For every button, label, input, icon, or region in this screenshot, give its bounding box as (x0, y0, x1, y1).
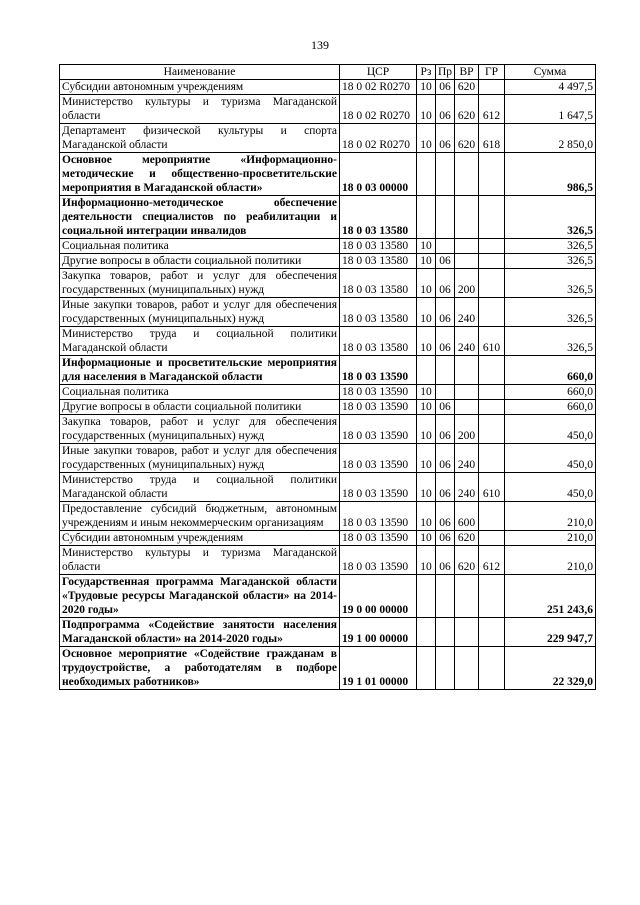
cell-pr (436, 356, 455, 385)
cell-name: Министерство труда и социальной политики Магаданской области (60, 327, 340, 356)
cell-name: Информационно-методическое обеспечение деятельности специалистов по реабилитации и социальной интеграции инвалидов (60, 196, 340, 239)
table-row (60, 80, 596, 95)
cell-rz (417, 356, 436, 385)
cell-csr: 18 0 03 13590 (340, 502, 417, 531)
cell-csr: 19 1 01 00000 (340, 647, 417, 690)
header-gr: ГР (479, 65, 505, 80)
cell-pr: 06 (436, 95, 455, 124)
cell-pr (436, 153, 455, 196)
cell-rz: 10 (417, 327, 436, 356)
cell-rz: 10 (417, 239, 436, 254)
cell-vr (455, 575, 479, 618)
header-csr: ЦСР (340, 65, 417, 80)
cell-name: Социальная политика (60, 239, 340, 254)
cell-csr: 18 0 02 R0270 (340, 95, 417, 124)
cell-vr: 240 (455, 327, 479, 356)
cell-pr: 06 (436, 546, 455, 575)
table-row (60, 356, 596, 385)
cell-rz (417, 196, 436, 239)
cell-gr (479, 647, 505, 690)
budget-table (59, 64, 596, 690)
cell-rz: 10 (417, 298, 436, 327)
cell-gr: 612 (479, 546, 505, 575)
cell-sum: 210,0 (505, 502, 596, 531)
cell-pr: 06 (436, 124, 455, 153)
cell-vr: 620 (455, 546, 479, 575)
cell-vr (455, 254, 479, 269)
header-name: Наименование (60, 65, 340, 80)
cell-pr: 06 (436, 444, 455, 473)
cell-rz: 10 (417, 531, 436, 546)
cell-sum: 450,0 (505, 473, 596, 502)
cell-vr: 620 (455, 531, 479, 546)
cell-csr: 18 0 03 13590 (340, 546, 417, 575)
cell-gr (479, 618, 505, 647)
cell-csr: 18 0 03 13580 (340, 327, 417, 356)
cell-csr: 18 0 03 13590 (340, 400, 417, 415)
cell-csr: 18 0 03 13590 (340, 444, 417, 473)
cell-gr (479, 444, 505, 473)
cell-csr: 18 0 03 13580 (340, 269, 417, 298)
cell-rz: 10 (417, 124, 436, 153)
table-row (60, 95, 596, 124)
cell-csr: 18 0 03 13580 (340, 196, 417, 239)
cell-rz: 10 (417, 400, 436, 415)
cell-sum: 326,5 (505, 269, 596, 298)
cell-pr: 06 (436, 254, 455, 269)
table-row (60, 239, 596, 254)
cell-sum: 326,5 (505, 298, 596, 327)
cell-rz: 10 (417, 415, 436, 444)
cell-sum: 2 850,0 (505, 124, 596, 153)
cell-pr (436, 575, 455, 618)
cell-vr: 600 (455, 502, 479, 531)
table-row (60, 415, 596, 444)
cell-rz: 10 (417, 502, 436, 531)
cell-sum: 986,5 (505, 153, 596, 196)
cell-csr: 18 0 03 13590 (340, 385, 417, 400)
cell-sum: 660,0 (505, 400, 596, 415)
cell-gr: 610 (479, 473, 505, 502)
cell-rz (417, 647, 436, 690)
cell-pr (436, 647, 455, 690)
cell-name: Министерство культуры и туризма Магаданской области (60, 546, 340, 575)
cell-name: Подпрограмма «Содействие занятости населения Магаданской области» на 2014-2020 годы» (60, 618, 340, 647)
cell-name: Другие вопросы в области социальной политики (60, 254, 340, 269)
cell-gr (479, 575, 505, 618)
cell-vr (455, 618, 479, 647)
cell-sum: 660,0 (505, 356, 596, 385)
cell-csr: 18 0 03 13590 (340, 473, 417, 502)
cell-pr: 06 (436, 415, 455, 444)
cell-csr: 18 0 03 13590 (340, 415, 417, 444)
table-row (60, 153, 596, 196)
cell-csr: 18 0 03 13580 (340, 254, 417, 269)
cell-sum: 22 329,0 (505, 647, 596, 690)
cell-name: Субсидии автономным учреждениям (60, 531, 340, 546)
cell-rz: 10 (417, 269, 436, 298)
cell-pr: 06 (436, 80, 455, 95)
cell-name: Государственная программа Магаданской области «Трудовые ресурсы Магаданской области» на 2014-2020 годы» (60, 575, 340, 618)
cell-gr: 612 (479, 95, 505, 124)
cell-pr: 06 (436, 298, 455, 327)
cell-name: Иные закупки товаров, работ и услуг для обеспечения государственных (муниципальных) нужд (60, 444, 340, 473)
cell-name: Министерство культуры и туризма Магаданской области (60, 95, 340, 124)
table-row (60, 618, 596, 647)
cell-gr: 618 (479, 124, 505, 153)
cell-pr: 06 (436, 269, 455, 298)
cell-vr (455, 385, 479, 400)
table-row (60, 531, 596, 546)
cell-name: Закупка товаров, работ и услуг для обеспечения государственных (муниципальных) нужд (60, 415, 340, 444)
cell-gr (479, 196, 505, 239)
table-row (60, 124, 596, 153)
cell-vr: 200 (455, 269, 479, 298)
cell-rz: 10 (417, 546, 436, 575)
cell-csr: 18 0 03 13590 (340, 356, 417, 385)
table-row (60, 385, 596, 400)
cell-gr (479, 298, 505, 327)
cell-csr: 18 0 02 R0270 (340, 124, 417, 153)
cell-pr: 06 (436, 531, 455, 546)
cell-csr: 18 0 03 00000 (340, 153, 417, 196)
cell-pr: 06 (436, 400, 455, 415)
header-pr: Пр (436, 65, 455, 80)
cell-sum: 1 647,5 (505, 95, 596, 124)
cell-pr (436, 196, 455, 239)
cell-csr: 18 0 03 13580 (340, 239, 417, 254)
table-row (60, 502, 596, 531)
cell-rz: 10 (417, 80, 436, 95)
cell-rz (417, 153, 436, 196)
cell-name: Субсидии автономным учреждениям (60, 80, 340, 95)
cell-name: Основное мероприятие «Информационно-методические и общественно-просветительские мероприятия в Магаданской области» (60, 153, 340, 196)
cell-csr: 19 0 00 00000 (340, 575, 417, 618)
cell-sum: 251 243,6 (505, 575, 596, 618)
cell-gr (479, 153, 505, 196)
header-vr: ВР (455, 65, 479, 80)
cell-name: Иные закупки товаров, работ и услуг для обеспечения государственных (муниципальных) нужд (60, 298, 340, 327)
cell-sum: 450,0 (505, 444, 596, 473)
cell-pr (436, 239, 455, 254)
cell-vr (455, 356, 479, 385)
table-row (60, 400, 596, 415)
cell-gr (479, 356, 505, 385)
cell-gr (479, 415, 505, 444)
table-row (60, 473, 596, 502)
table-row (60, 575, 596, 618)
cell-name: Закупка товаров, работ и услуг для обеспечения государственных (муниципальных) нужд (60, 269, 340, 298)
cell-sum: 660,0 (505, 385, 596, 400)
table-row (60, 298, 596, 327)
cell-sum: 4 497,5 (505, 80, 596, 95)
cell-gr (479, 502, 505, 531)
cell-pr (436, 385, 455, 400)
cell-sum: 326,5 (505, 254, 596, 269)
cell-vr: 620 (455, 80, 479, 95)
cell-vr (455, 239, 479, 254)
cell-sum: 326,5 (505, 327, 596, 356)
cell-csr: 18 0 02 R0270 (340, 80, 417, 95)
cell-csr: 18 0 03 13590 (340, 531, 417, 546)
table-row (60, 327, 596, 356)
cell-name: Другие вопросы в области социальной политики (60, 400, 340, 415)
cell-pr (436, 618, 455, 647)
cell-pr: 06 (436, 327, 455, 356)
cell-gr (479, 531, 505, 546)
cell-vr (455, 196, 479, 239)
table-body (60, 80, 596, 690)
cell-gr (479, 239, 505, 254)
cell-sum: 210,0 (505, 546, 596, 575)
cell-vr (455, 647, 479, 690)
table-row (60, 196, 596, 239)
cell-rz: 10 (417, 95, 436, 124)
cell-name: Информационые и просветительские мероприятия для населения в Магаданской области (60, 356, 340, 385)
page-number: 139 (311, 38, 329, 52)
cell-name: Департамент физической культуры и спорта Магаданской области (60, 124, 340, 153)
header-rz: Рз (417, 65, 436, 80)
cell-name: Предоставление субсидий бюджетным, автономным учреждениям и иным некоммерческим организациям (60, 502, 340, 531)
cell-pr: 06 (436, 502, 455, 531)
cell-gr: 610 (479, 327, 505, 356)
cell-sum: 210,0 (505, 531, 596, 546)
cell-sum: 326,5 (505, 196, 596, 239)
cell-rz (417, 575, 436, 618)
cell-csr: 19 1 00 00000 (340, 618, 417, 647)
cell-vr: 620 (455, 124, 479, 153)
table-row (60, 647, 596, 690)
cell-rz (417, 618, 436, 647)
cell-pr: 06 (436, 473, 455, 502)
cell-rz: 10 (417, 444, 436, 473)
cell-gr (479, 80, 505, 95)
cell-vr: 200 (455, 415, 479, 444)
cell-rz: 10 (417, 254, 436, 269)
table-row (60, 444, 596, 473)
cell-gr (479, 400, 505, 415)
table-header-row (60, 65, 596, 80)
cell-sum: 450,0 (505, 415, 596, 444)
cell-name: Социальная политика (60, 385, 340, 400)
table-row (60, 254, 596, 269)
cell-csr: 18 0 03 13580 (340, 298, 417, 327)
cell-vr: 240 (455, 473, 479, 502)
cell-gr (479, 254, 505, 269)
cell-vr: 240 (455, 298, 479, 327)
cell-vr (455, 400, 479, 415)
cell-vr (455, 153, 479, 196)
cell-rz: 10 (417, 385, 436, 400)
cell-name: Министерство труда и социальной политики Магаданской области (60, 473, 340, 502)
header-sum: Сумма (505, 65, 596, 80)
cell-gr (479, 269, 505, 298)
cell-sum: 326,5 (505, 239, 596, 254)
table-row (60, 546, 596, 575)
cell-name: Основное мероприятие «Содействие гражданам в трудоустройстве, а работодателям в подборе необходимых работников» (60, 647, 340, 690)
cell-sum: 229 947,7 (505, 618, 596, 647)
table-row (60, 269, 596, 298)
cell-gr (479, 385, 505, 400)
cell-vr: 240 (455, 444, 479, 473)
cell-rz: 10 (417, 473, 436, 502)
cell-vr: 620 (455, 95, 479, 124)
